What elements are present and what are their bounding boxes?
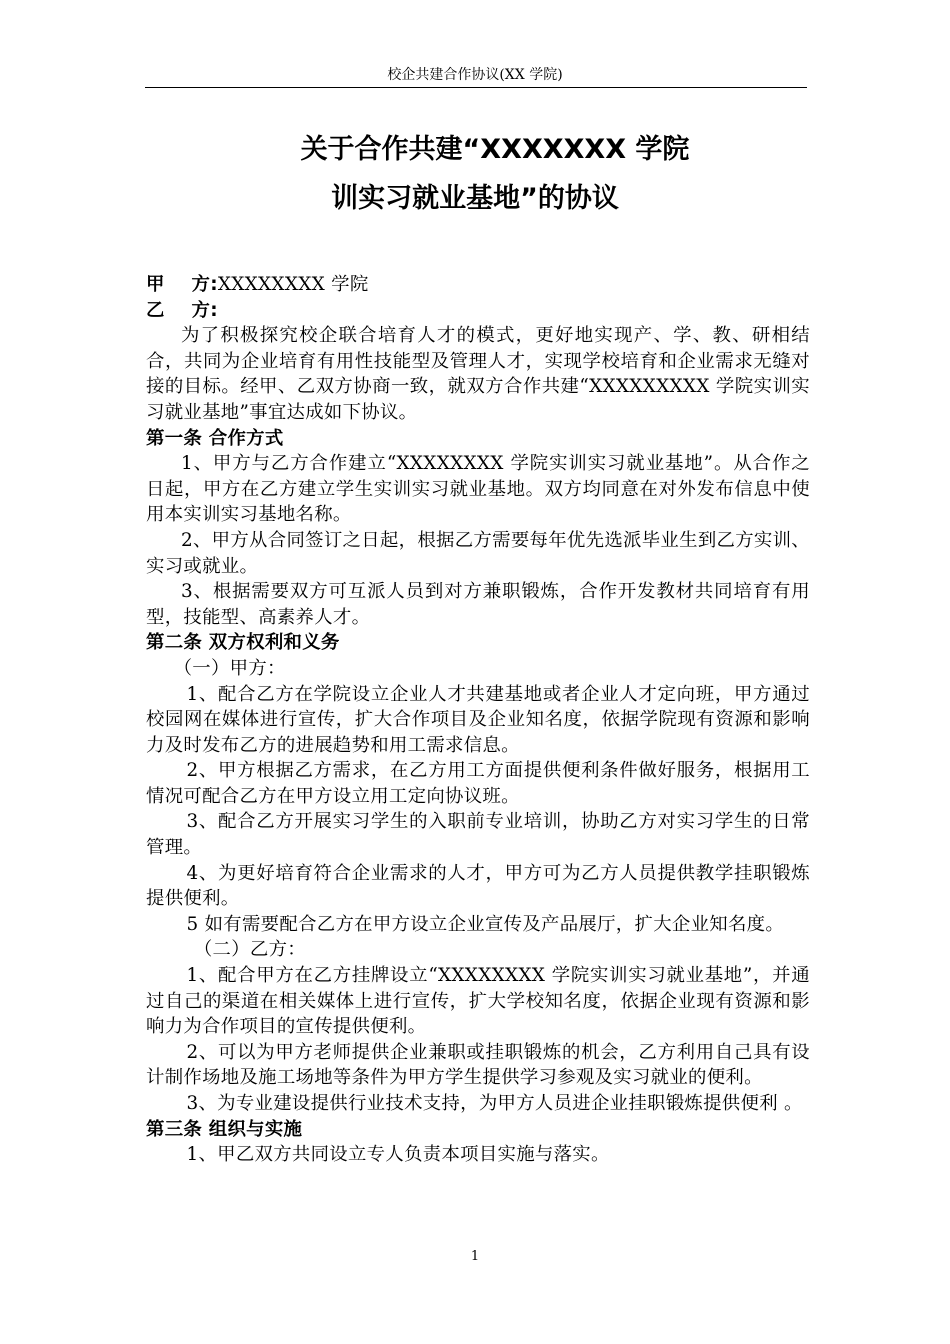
header-rule — [145, 87, 807, 88]
document-body — [146, 272, 810, 1168]
party-a — [146, 272, 810, 298]
party-b-item: 2、可以为甲方老师提供企业兼职或挂职锻炼的机会，乙方利用自己具有设计制作场地及施工场地等条件为甲方学生提供学习参观及实习就业的便利。 — [146, 1041, 810, 1089]
page-header: 校企共建合作协议(XX 学院) — [387, 67, 563, 83]
document-title-line-1: 关于合作共建“XXXXXXX 学院 — [300, 134, 690, 165]
party-a-item: 4、为更好培育符合企业需求的人才，甲方可为乙方人员提供教学挂职锻炼提供便利。 — [146, 862, 810, 910]
party-b — [146, 298, 810, 324]
page-number: 1 — [470, 1249, 480, 1264]
party-b-item: 3、为专业建设提供行业技术支持，为甲方人员进企业挂职锻炼提供便利 。 — [186, 1093, 803, 1114]
party-b-section-label: （二）乙方： — [193, 939, 306, 961]
party-a-section-label: （一）甲方： — [173, 657, 286, 679]
party-a-item: 1、配合乙方在学院设立企业人才共建基地或者企业人才定向班，甲方通过校园网在媒体进行宣传，扩大合作项目及企业知名度，依据学院现有资源和影响力及时发布乙方的进展趋势和用工需求信息。 — [146, 683, 810, 756]
party-a-label: 甲 方: — [146, 274, 218, 295]
party-a-item: 5 如有需要配合乙方在甲方设立企业宣传及产品展厅，扩大企业知名度。 — [186, 913, 785, 935]
party-a-value: XXXXXXXX 学院 — [217, 274, 369, 295]
article-1-item: 2、甲方从合同签订之日起，根据乙方需要每年优先选派毕业生到乙方实训、实习或就业。 — [146, 529, 810, 577]
party-b-label: 乙 方: — [146, 299, 218, 321]
party-a-item: 2、甲方根据乙方需求，在乙方用工方面提供便利条件做好服务，根据用工情况可配合乙方在甲方设立用工定向协议班。 — [146, 760, 810, 807]
party-b-item: 1、配合甲方在乙方挂牌设立“XXXXXXXX 学院实训实习就业基地”，并通过自己的渠道在相关媒体上进行宣传，扩大学校知名度，依据企业现有资源和影响力为合作项目的宣传提供便利。 — [146, 965, 810, 1038]
article-3-item: 1、甲乙双方共同设立专人负责本项目实施与落实。 — [186, 1144, 610, 1166]
article-1-heading: 第一条 合作方式 — [146, 427, 284, 449]
article-1-item: 3、根据需要双方可互派人员到对方兼职锻炼，合作开发教材共同培育有用型，技能型、高素养人才。 — [146, 581, 810, 628]
intro-paragraph: 为了积极探究校企联合培育人才的模式，更好地实现产、学、教、研相结合，共同为企业培育有用性技能型及管理人才，实现学校培育和企业需求无缝对接的目标。经甲、乙双方协商一致，就双方合作共建“XXXXXXXXX 学院实训实习就业基地”事宜达成如下协议。 — [146, 325, 810, 423]
document-title-line-2: 训实习就业基地”的协议 — [331, 183, 619, 214]
article-1-item: 1、甲方与乙方合作建立“XXXXXXXX 学院实训实习就业基地”。从合作之日起，甲方在乙方建立学生实训实习就业基地。双方均同意在对外发布信息中使用本实训实习基地名称。 — [146, 453, 810, 526]
article-3-heading: 第三条 组织与实施 — [146, 1118, 303, 1140]
article-2-heading: 第二条 双方权利和义务 — [146, 632, 340, 654]
party-a-item: 3、配合乙方开展实习学生的入职前专业培训，协助乙方对实习学生的日常管理。 — [146, 811, 810, 859]
